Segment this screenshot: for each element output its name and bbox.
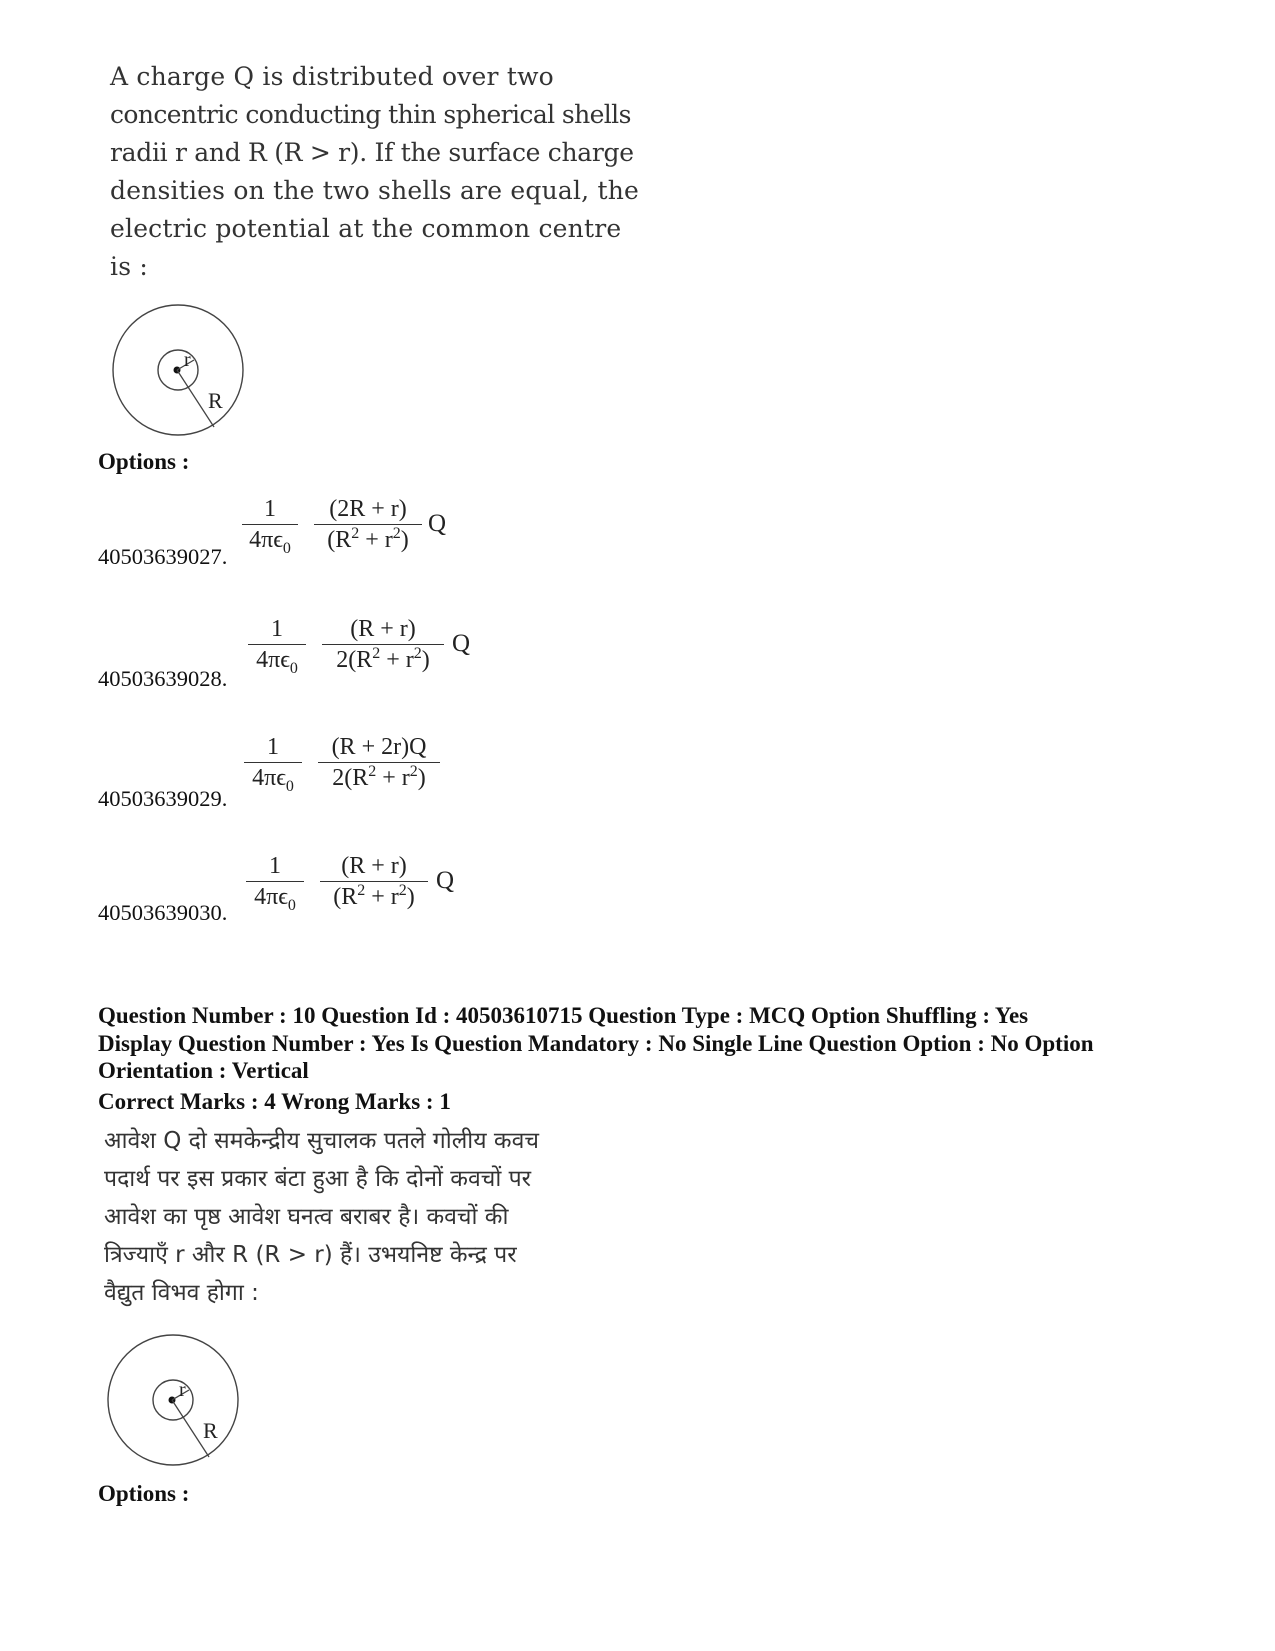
option-id: 40503639030. bbox=[98, 900, 228, 925]
exponent: 2 bbox=[368, 763, 377, 780]
numerator: 1 bbox=[264, 496, 276, 522]
denominator bbox=[242, 525, 298, 564]
inner-radius-label: r bbox=[179, 1379, 186, 1401]
subscript: 0 bbox=[287, 896, 296, 914]
word: charge bbox=[136, 62, 226, 91]
den-text: ) bbox=[400, 527, 409, 553]
numerator: 1 bbox=[267, 734, 279, 760]
constant-fraction bbox=[244, 732, 302, 802]
word: the bbox=[371, 214, 414, 243]
den-text: 2(R bbox=[336, 647, 373, 673]
question-line: आवेश का पृष्ठ आवेश घनत्व बराबर है। कवचों की bbox=[104, 1204, 509, 1230]
word: distributed bbox=[291, 62, 434, 91]
subscript: 0 bbox=[285, 777, 294, 795]
question-line bbox=[110, 248, 634, 286]
den-text: 4πϵ bbox=[254, 884, 288, 910]
den-text: + r bbox=[359, 527, 393, 553]
charge-symbol: Q bbox=[436, 867, 455, 894]
concentric-shells-diagram bbox=[110, 302, 250, 442]
line-text: radii r and R (R > r). If the surface charge bbox=[110, 138, 634, 167]
exponent: 2 bbox=[357, 882, 366, 899]
word: the bbox=[597, 176, 640, 205]
options-heading: Options : bbox=[98, 449, 190, 474]
word: two bbox=[322, 176, 370, 205]
options-heading: Options : bbox=[98, 1481, 190, 1506]
numerator: (2R + r) bbox=[329, 496, 407, 522]
marks-info: Correct Marks : 4 Wrong Marks : 1 bbox=[98, 1089, 451, 1114]
word: potential bbox=[215, 214, 331, 243]
word: is bbox=[262, 62, 284, 91]
denominator bbox=[322, 645, 444, 675]
charge-symbol: Q bbox=[452, 630, 471, 657]
main-fraction bbox=[318, 732, 440, 793]
numerator: (R + 2r)Q bbox=[331, 734, 427, 760]
den-text: 2(R bbox=[332, 765, 369, 791]
den-text: + r bbox=[365, 884, 399, 910]
word: A bbox=[110, 62, 129, 91]
subscript: 0 bbox=[282, 539, 291, 557]
word: over bbox=[441, 62, 499, 91]
word: electric bbox=[110, 214, 208, 243]
den-text: ) bbox=[417, 765, 426, 791]
exponent: 2 bbox=[392, 525, 401, 542]
exponent: 2 bbox=[372, 645, 381, 662]
question-line: पदार्थ पर इस प्रकार बंटा हुआ है कि दोनों कवचों पर bbox=[104, 1166, 532, 1192]
line-text: is : bbox=[110, 252, 148, 281]
question-line bbox=[110, 96, 634, 134]
question-meta bbox=[98, 1002, 1094, 1085]
option-formula[interactable] bbox=[242, 494, 482, 574]
question-line bbox=[110, 210, 622, 248]
word: the bbox=[273, 176, 315, 205]
exponent: 2 bbox=[398, 882, 407, 899]
inner-radius-label: r bbox=[184, 349, 191, 371]
constant-fraction bbox=[242, 494, 298, 564]
den-text: (R bbox=[333, 884, 358, 910]
word: at bbox=[338, 214, 364, 243]
numerator: 1 bbox=[271, 616, 283, 642]
word: equal, bbox=[510, 176, 590, 205]
option-formula[interactable] bbox=[244, 732, 484, 812]
numerator: 1 bbox=[269, 853, 281, 879]
den-text: + r bbox=[380, 647, 414, 673]
question-line: त्रिज्याएँ r और R (R > r) हैं। उभयनिष्ट केन्द्र पर bbox=[104, 1242, 517, 1268]
question-line bbox=[110, 172, 640, 210]
option-formula[interactable] bbox=[246, 851, 486, 931]
outer-radius-label: R bbox=[203, 1418, 218, 1443]
numerator: (R + r) bbox=[350, 616, 416, 642]
word: on bbox=[233, 176, 265, 205]
outer-radius-label: R bbox=[208, 388, 223, 413]
denominator bbox=[244, 763, 302, 802]
word: densities bbox=[110, 176, 226, 205]
question-line bbox=[110, 134, 634, 172]
den-text: + r bbox=[376, 765, 410, 791]
word: are bbox=[459, 176, 503, 205]
question-text-english bbox=[110, 58, 640, 286]
denominator bbox=[314, 525, 422, 555]
word: two bbox=[506, 62, 554, 91]
exponent: 2 bbox=[409, 763, 418, 780]
question-text-hindi bbox=[104, 1122, 539, 1312]
numerator: (R + r) bbox=[341, 853, 407, 879]
option-id: 40503639027. bbox=[98, 544, 228, 569]
word: centre bbox=[538, 214, 622, 243]
denominator bbox=[318, 763, 440, 793]
exponent: 2 bbox=[351, 525, 360, 542]
word: shells bbox=[378, 176, 452, 205]
question-line: आवेश Q दो समकेन्द्रीय सुचालक पतले गोलीय कवच bbox=[104, 1128, 539, 1154]
den-text: (R bbox=[327, 527, 352, 553]
den-text: 4πϵ bbox=[256, 647, 290, 673]
denominator bbox=[246, 882, 304, 921]
main-fraction bbox=[314, 494, 422, 555]
meta-line: Display Question Number : Yes Is Question Mandatory : No Single Line Question Option : No Option bbox=[98, 1030, 1094, 1056]
constant-fraction bbox=[248, 614, 306, 684]
charge-symbol: Q bbox=[428, 510, 447, 537]
denominator bbox=[248, 645, 306, 684]
den-text: 4πϵ bbox=[249, 527, 283, 553]
subscript: 0 bbox=[289, 659, 298, 677]
line-text: concentric conducting thin spherical shells bbox=[110, 100, 631, 129]
question-line bbox=[110, 58, 598, 96]
question-line: वैद्युत विभव होगा : bbox=[104, 1280, 259, 1306]
den-text: ) bbox=[421, 647, 430, 673]
option-id: 40503639028. bbox=[98, 666, 228, 691]
word: Q bbox=[233, 62, 255, 91]
main-fraction bbox=[322, 614, 444, 675]
den-text: ) bbox=[406, 884, 415, 910]
main-fraction bbox=[320, 851, 428, 912]
constant-fraction bbox=[246, 851, 304, 921]
word: common bbox=[421, 214, 531, 243]
option-formula[interactable] bbox=[248, 614, 488, 694]
meta-line: Question Number : 10 Question Id : 40503610715 Question Type : MCQ Option Shuffling : Yes bbox=[98, 1003, 1029, 1028]
meta-line: Orientation : Vertical bbox=[98, 1058, 309, 1083]
concentric-shells-diagram bbox=[105, 1332, 245, 1472]
exponent: 2 bbox=[413, 645, 422, 662]
option-id: 40503639029. bbox=[98, 786, 228, 811]
denominator bbox=[320, 882, 428, 912]
den-text: 4πϵ bbox=[252, 765, 286, 791]
